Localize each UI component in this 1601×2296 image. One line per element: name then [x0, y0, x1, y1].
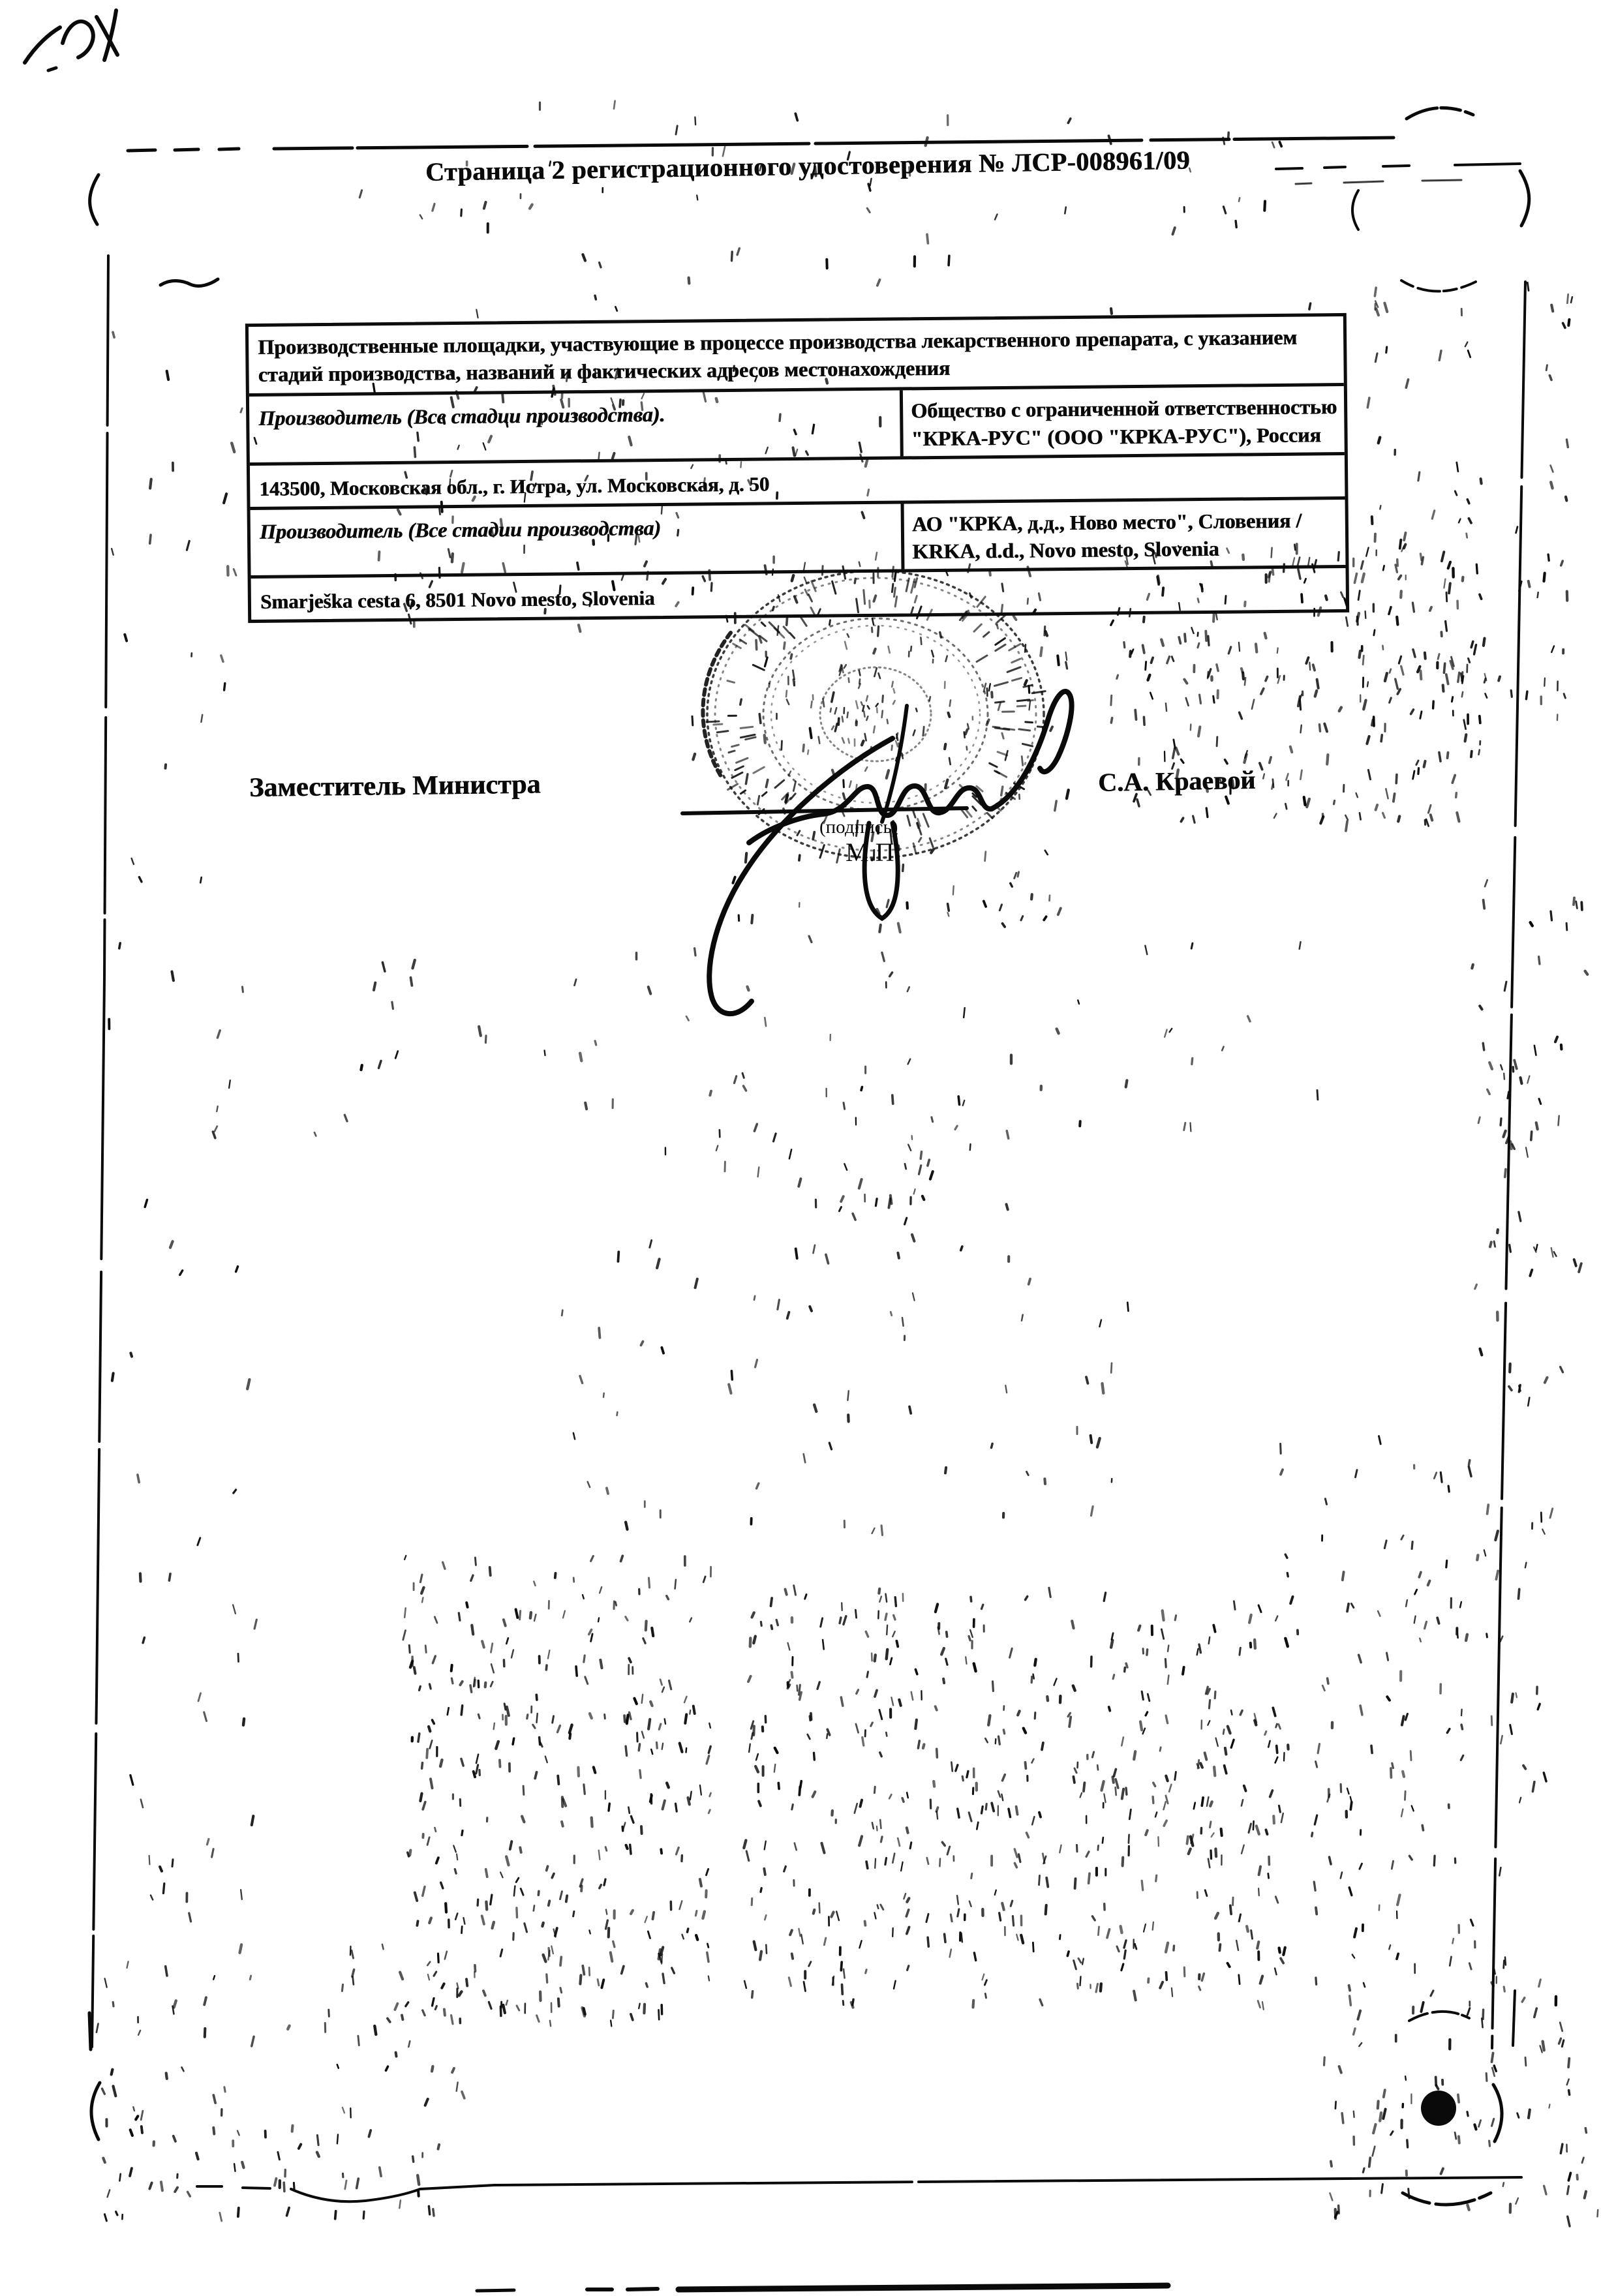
- producer-value-line: АО "КРКА, д.д., Ново место", Словения /: [911, 508, 1302, 536]
- production-sites-table: [245, 313, 1349, 623]
- page-edge-line: [1492, 171, 1529, 2141]
- page-edge-line: [89, 175, 108, 2139]
- producer-label-cell: Производитель (Все стадии производства): [259, 515, 662, 543]
- signature-line: [682, 808, 967, 813]
- official-name: С.А. Краевой: [1097, 764, 1256, 797]
- scan-smudge: [1352, 108, 1476, 291]
- table-header: Производственные площадки, участвующие в процессе производства лекарственного препарата, с указанием стадий производства, названий и фактических адресов местонахождения: [258, 325, 1298, 387]
- producer-value-cell: [901, 500, 1346, 569]
- page-edge-line: [197, 2177, 1521, 2201]
- seal-caption: М.П.: [846, 838, 901, 867]
- address-cell: 143500, Московская обл., г. Истра, ул. Московская, д. 50: [259, 472, 770, 500]
- producer-value-line: Общество с ограниченной ответственностью: [910, 395, 1337, 423]
- table-row: [249, 316, 1344, 397]
- producer-value-line: KRKA, d.d., Novo mesto, Slovenia: [912, 536, 1219, 564]
- scan-smudge: [477, 2286, 1168, 2291]
- address-cell: Smarješka cesta 6, 8501 Novo mesto, Slovenia: [260, 586, 655, 614]
- producer-label-cell: Производитель (Все стадии производства).: [258, 402, 665, 430]
- punch-hole-dot: [1421, 2091, 1456, 2126]
- scan-smudge: [1403, 2012, 1491, 2205]
- official-title: Заместитель Министра: [249, 769, 541, 803]
- table-row: [251, 500, 1346, 579]
- page-title: Страница 2 регистрационного удостоверения № ЛСР-008961/09: [425, 145, 1191, 187]
- scan-smudge: [160, 279, 218, 286]
- producer-value-line: "КРКА-РУС" (ООО "КРКА-РУС"), Россия: [911, 422, 1321, 451]
- signature-caption: (подпись): [819, 817, 898, 838]
- producer-value-cell: [900, 386, 1345, 456]
- table-row: [249, 386, 1345, 466]
- handwritten-mark: [25, 10, 117, 70]
